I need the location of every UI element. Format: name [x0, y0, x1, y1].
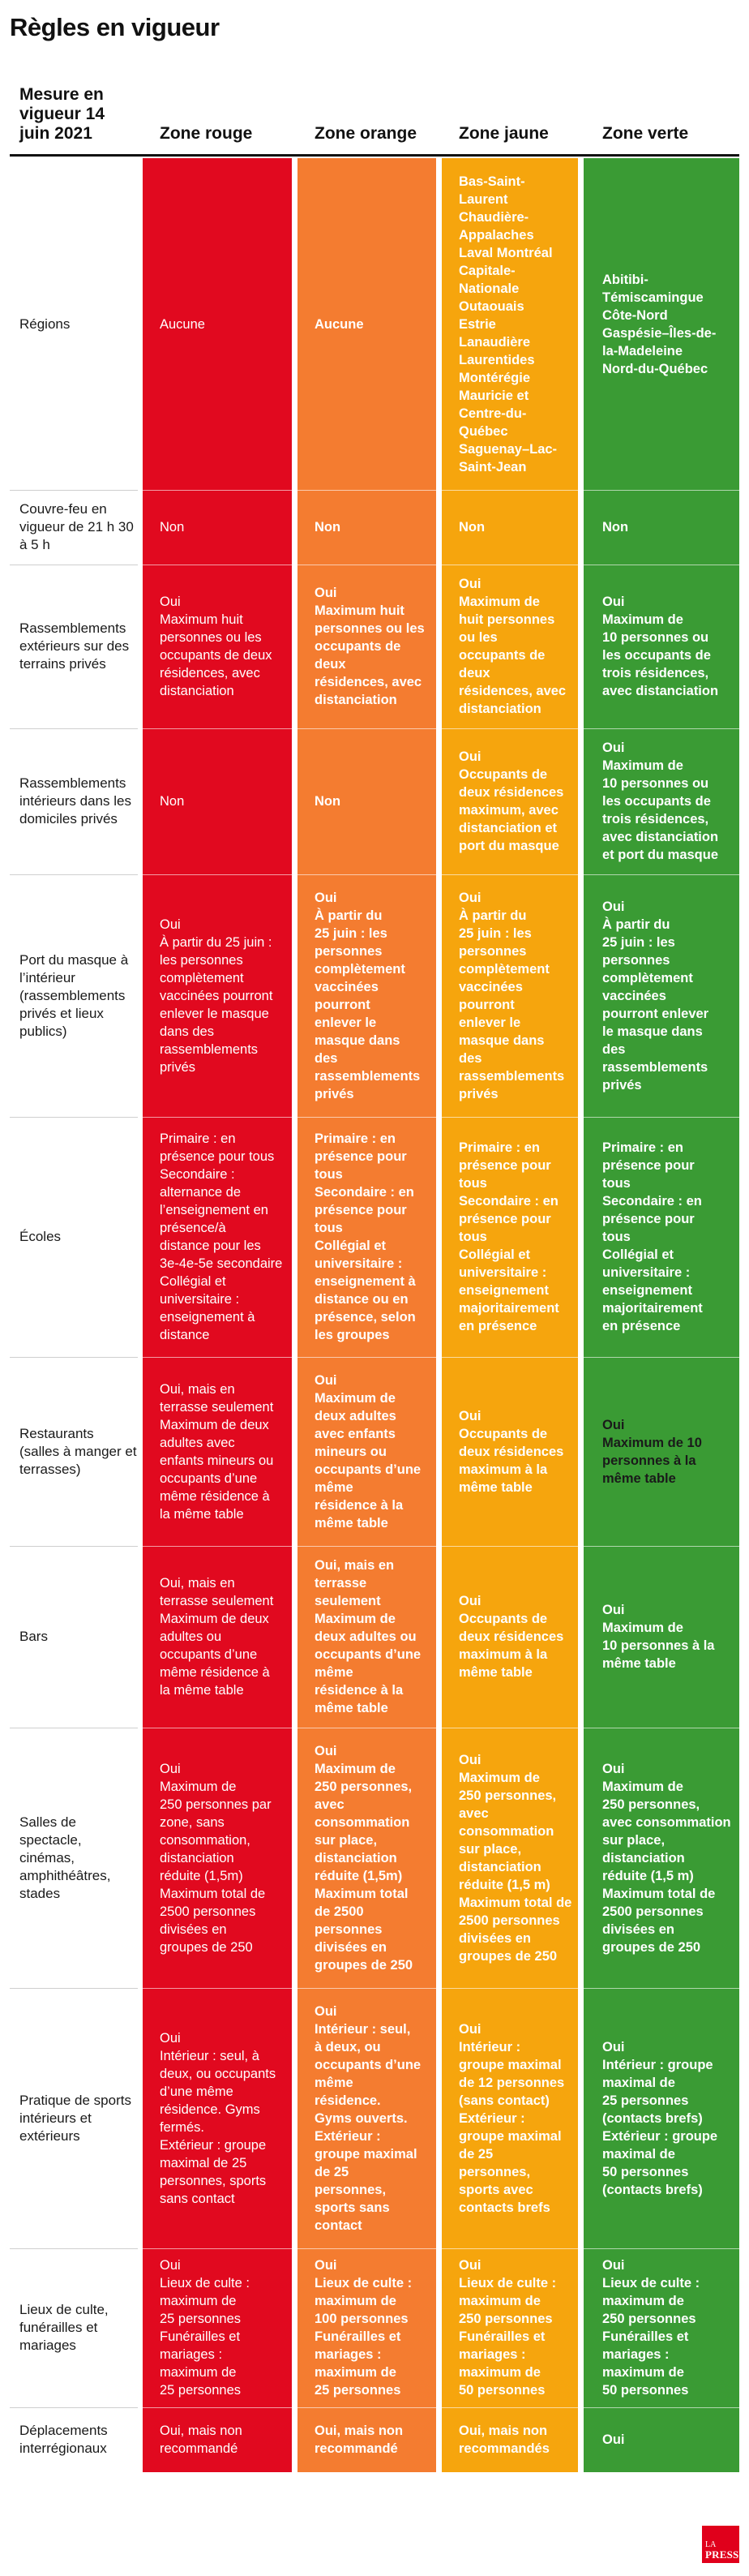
cell-text: Primaire : en présence pour tous Secondaire : en présence pour tous Collégial et universitaire : enseignement majoritairement en présence	[602, 1140, 703, 1333]
cell-text: Non	[602, 520, 629, 535]
table-cell	[160, 874, 292, 1117]
cell-text: Oui Lieux de culte : maximum de 100 personnes Funérailles et mariages : maximum de 25 personnes	[315, 2258, 413, 2398]
row-label: Rassemblements extérieurs sur des terrains privés	[19, 620, 130, 672]
table-cell	[160, 1988, 292, 2248]
row-label: Couvre-feu en vigueur de 21 h 30 à 5 h	[19, 501, 134, 552]
cell-text: Oui Intérieur : groupe maximal de 12 personnes (sans contact) Extérieur : groupe maximal de 25 personnes, sports avec contacts brefs	[459, 2021, 565, 2215]
cell-text: Oui, mais non recommandé	[315, 2424, 404, 2456]
cell-text: Oui Maximum de 250 personnes, avec consommation sur place, distanciation réduite (1,5 m) Maximum total de 2500 personnes divisées en groupes de 250	[602, 1761, 731, 1955]
table-cell	[602, 1546, 739, 1728]
cell-text: Abitibi- Témiscamingue Côte-Nord Gaspésie–Îles-de- la-Madeleine Nord-du-Québec	[602, 272, 717, 376]
table-cell	[459, 158, 578, 490]
cell-text: Oui Intérieur : groupe maximal de 25 personnes (contacts brefs) Extérieur : groupe maximal de 50 personnes (contacts brefs)	[602, 2039, 718, 2197]
table-cell	[315, 490, 436, 565]
cell-text: Oui Occupants de deux résidences maximum à la même table	[459, 1408, 564, 1495]
row-label: Déplacements interrégionaux	[19, 2423, 108, 2456]
cell-text: Non	[315, 794, 341, 809]
cell-text: Oui Maximum de huit personnes ou les occupants de deux résidences, avec distanciation	[459, 577, 567, 716]
table-cell	[315, 158, 436, 490]
table-cell	[160, 728, 292, 874]
logo-line-2: PRESSE	[705, 2548, 747, 2561]
table-cell	[315, 2407, 436, 2472]
cell-text: Oui Maximum huit personnes ou les occupants de deux résidences, avec distanciation	[160, 595, 272, 698]
table-cell	[602, 490, 739, 565]
table-cell	[459, 2407, 578, 2472]
cell-text: Oui, mais en terrasse seulement Maximum de deux adultes avec enfants mineurs ou occupants d’une même résidence à la même table	[160, 1381, 274, 1522]
cell-text: Oui À partir du 25 juin : les personnes complètement vaccinées pourront enlever le masque dans des rassemblements privés	[160, 917, 273, 1075]
cell-text: Oui, mais en terrasse seulement Maximum de deux adultes ou occupants d’une même résidence à la même table	[160, 1576, 274, 1698]
table-cell	[160, 1357, 292, 1546]
table-cell	[315, 1988, 436, 2248]
header-zone-orange: Zone orange	[315, 123, 417, 143]
cell-text: Non	[459, 520, 486, 535]
cell-text: Oui Lieux de culte : maximum de 250 personnes Funérailles et mariages : maximum de 50 personnes	[602, 2258, 700, 2398]
header-rule	[10, 154, 739, 157]
table-cell	[160, 2407, 292, 2472]
header-zone-green: Zone verte	[602, 123, 689, 143]
cell-text: Oui Maximum de 250 personnes par zone, sans consommation, distanciation réduite (1,5m) Maximum total de 2500 personnes divisées en groupes de 250	[160, 1761, 272, 1955]
table-cell	[315, 1728, 436, 1988]
cell-text: Bas-Saint- Laurent Chaudière- Appalaches Laval Montréal Capitale- Nationale Outaouais Estrie Lanaudière Laurentides Montérégie Mauricie et Centre-du- Québec Saguenay–Lac- Saint-Jean	[459, 174, 558, 474]
table-cell	[160, 1117, 292, 1357]
row-label: Salles de spectacle, cinémas, amphithéâtres, stades	[19, 1814, 111, 1901]
cell-text: Primaire : en présence pour tous Secondaire : alternance de l’enseignement en présence/à distance pour les 3e-4e-5e secondaire Collégial et universitaire : enseignement à distance	[160, 1131, 283, 1342]
cell-text: Oui Maximum de 250 personnes, avec consommation sur place, distanciation réduite (1,5m) Maximum total de 2500 personnes divisées en groupes de 250	[315, 1743, 413, 1973]
table-cell	[315, 728, 436, 874]
cell-text: Oui Maximum huit personnes ou les occupants de deux résidences, avec distanciation	[315, 586, 425, 707]
table-cell	[602, 1357, 739, 1546]
table-cell	[602, 1728, 739, 1988]
table-cell	[602, 728, 739, 874]
table-cell	[315, 1117, 436, 1357]
la-presse-logo	[702, 2526, 747, 2563]
table-cell	[602, 1117, 739, 1357]
header-measure: Mesure en vigueur 14 juin 2021	[19, 84, 105, 143]
cell-text: Non	[160, 794, 185, 809]
page-title: Règles en vigueur	[10, 13, 220, 41]
cell-text: Oui Maximum de deux adultes avec enfants mineurs ou occupants d’une même résidence à la même table	[315, 1372, 422, 1531]
row-label: Bars	[19, 1629, 48, 1644]
cell-text: Oui, mais non recommandés	[459, 2424, 550, 2456]
table-cell	[602, 874, 739, 1117]
cell-text: Oui Lieux de culte : maximum de 250 personnes Funérailles et mariages : maximum de 50 personnes	[459, 2258, 557, 2398]
header-zone-yellow: Zone jaune	[459, 123, 549, 143]
cell-text: Oui À partir du 25 juin : les personnes complètement vaccinées pourront enlever le masque dans des rassemblements privés	[602, 899, 709, 1093]
table-cell	[602, 565, 739, 728]
table-cell	[160, 158, 292, 490]
table-cell	[160, 1546, 292, 1728]
cell-text: Oui Maximum de 10 personnes à la même table	[602, 1417, 702, 1486]
cell-text: Oui Lieux de culte : maximum de 25 personnes Funérailles et mariages : maximum de 25 personnes	[160, 2258, 250, 2398]
table-cell	[459, 728, 578, 874]
table-cell	[315, 1357, 436, 1546]
logo-line-1: LA	[705, 2540, 717, 2549]
table-cell	[459, 565, 578, 728]
cell-text: Oui Occupants de deux résidences maximum à la même table	[459, 1594, 564, 1680]
table-cell	[459, 1546, 578, 1728]
table-cell	[459, 1988, 578, 2248]
row-label: Écoles	[19, 1229, 62, 1244]
cell-text: Oui À partir du 25 juin : les personnes complètement vaccinées pourront enlever le masque dans des rassemblements privés	[459, 890, 565, 1101]
cell-text: Oui Intérieur : seul, à deux, ou occupants d’une même résidence. Gyms fermés. Extérieur : groupe maximal de 25 personnes, sports sans contact	[160, 2030, 276, 2206]
table-cell	[459, 1357, 578, 1546]
table-cell	[315, 2248, 436, 2407]
header-zone-red: Zone rouge	[160, 123, 253, 143]
table-cell	[315, 565, 436, 728]
cell-text: Oui Maximum de 10 personnes à la même table	[602, 1603, 715, 1671]
table-cell	[602, 2248, 739, 2407]
cell-text: Oui À partir du 25 juin : les personnes complètement vaccinées pourront enlever le masque dans des rassemblements privés	[315, 890, 421, 1101]
row-label: Pratique de sports intérieurs et extérieurs	[19, 2092, 131, 2144]
row-label: Restaurants (salles à manger et terrasses)	[19, 1425, 137, 1477]
cell-text: Oui Intérieur : seul, à deux, ou occupants d’une même résidence. Gyms ouverts. Extérieur : groupe maximal de 25 personnes, sports sans contact	[315, 2003, 422, 2233]
table-cell	[459, 1117, 578, 1357]
cell-text: Oui Maximum de 10 personnes ou les occupants de trois résidences, avec distanciation et port du masque	[602, 741, 719, 862]
table-cell	[459, 1728, 578, 1988]
cell-text: Primaire : en présence pour tous Secondaire : en présence pour tous Collégial et universitaire : enseignement à distance ou en présence, selon les groupes	[315, 1131, 416, 1342]
table-cell	[459, 2248, 578, 2407]
cell-text: Oui, mais en terrasse seulement Maximum de deux adultes ou occupants d’une même résidence à la même table	[315, 1558, 422, 1715]
cell-text: Non	[160, 520, 185, 535]
row-label: Régions	[19, 316, 71, 332]
cell-text: Aucune	[315, 316, 364, 332]
cell-text: Aucune	[160, 316, 205, 332]
cell-text: Oui Occupants de deux résidences maximum, avec distanciation et port du masque	[459, 749, 564, 853]
table-cell	[160, 490, 292, 565]
row-label: Lieux de culte, funérailles et mariages	[19, 2302, 109, 2353]
row-label: Port du masque à l’intérieur (rassemblements privés et lieux publics)	[19, 951, 129, 1039]
table-cell	[160, 565, 292, 728]
table-cell	[459, 874, 578, 1117]
table-cell	[315, 1546, 436, 1728]
cell-text: Primaire : en présence pour tous Secondaire : en présence pour tous Collégial et universitaire : enseignement majoritairement en présence	[459, 1140, 559, 1333]
cell-text: Non	[315, 520, 341, 535]
table-cell	[315, 874, 436, 1117]
table-cell	[602, 158, 739, 490]
cell-text: Oui, mais non recommandé	[160, 2424, 242, 2456]
row-label: Rassemblements intérieurs dans les domiciles privés	[19, 775, 131, 826]
table-cell	[160, 2248, 292, 2407]
cell-text: Oui	[602, 2432, 625, 2447]
table-cell	[602, 2407, 739, 2472]
table-cell	[602, 1988, 739, 2248]
cell-text: Oui Maximum de 10 personnes ou les occupants de trois résidences, avec distanciation	[602, 595, 719, 698]
table-cell	[160, 1728, 292, 1988]
table-cell	[459, 490, 578, 565]
cell-text: Oui Maximum de 250 personnes, avec consommation sur place, distanciation réduite (1,5 m) Maximum total de 2500 personnes divisées en groupes de 250	[459, 1752, 572, 1964]
